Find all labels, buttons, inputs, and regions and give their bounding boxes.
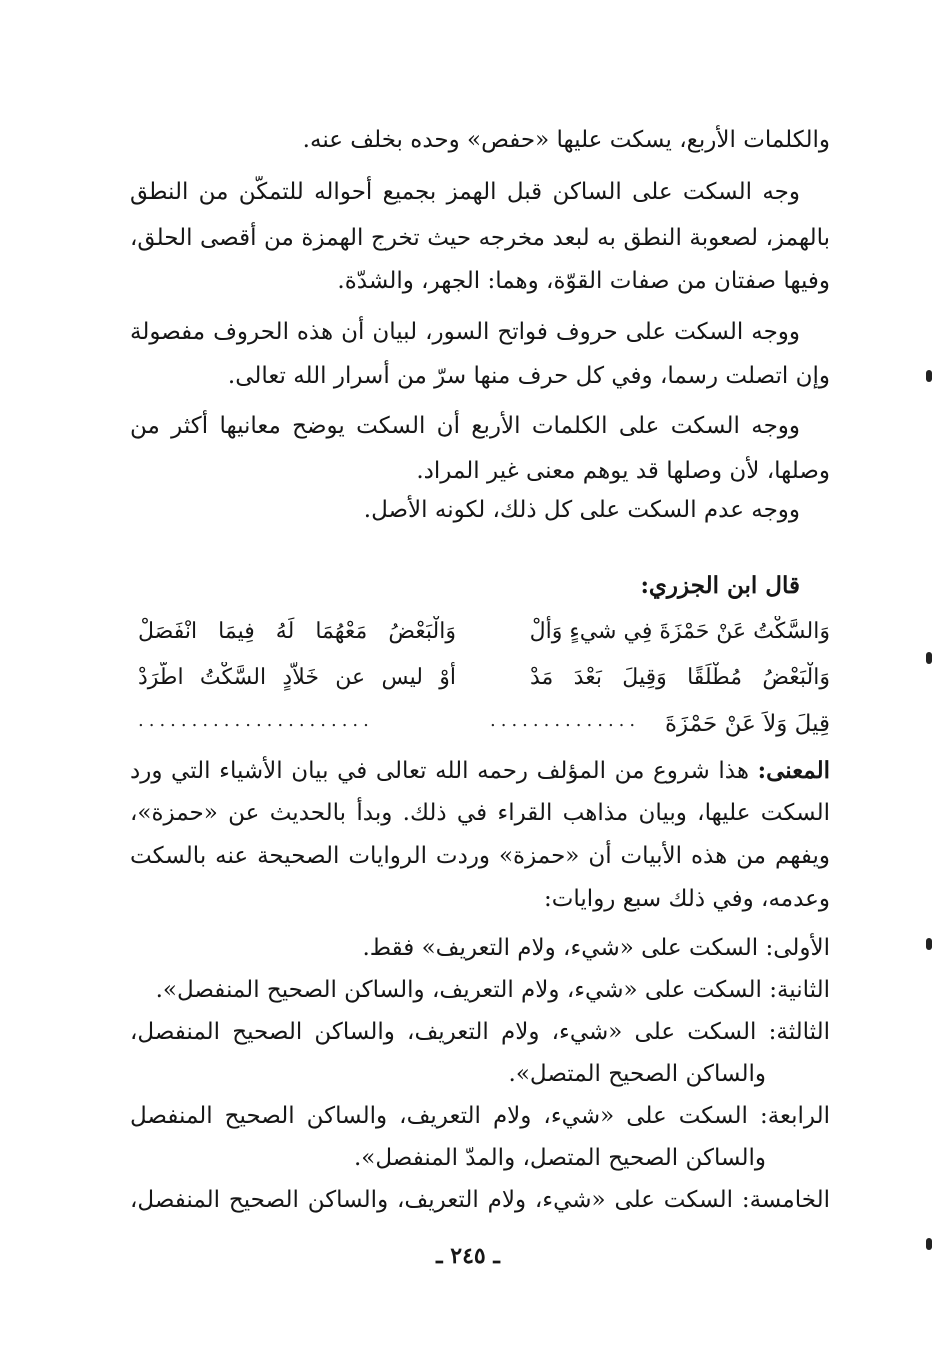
poem-heading: قال ابن الجزري: (640, 572, 800, 599)
narration-item: الأولى: السكت على «شيء، ولام التعريف» فقط. (362, 935, 830, 961)
paragraph-line: ووجه عدم السكت على كل ذلك، لكونه الأصل. (363, 497, 800, 523)
margin-mark (926, 370, 932, 382)
meaning-label: المعنى: (757, 757, 830, 784)
narration-item: الثانية: السكت على «شيء، ولام التعريف، والساكن الصحيح المنفصل». (155, 977, 830, 1003)
margin-mark (926, 938, 932, 950)
paragraph-line: والكلمات الأربع، يسكت عليها «حفص» وحده بخلف عنه. (302, 127, 830, 153)
paragraph-line: ووجه السكت على الكلمات الأربع أن السكت يوضح معانيها أكثر من (130, 413, 800, 439)
meaning-text: هذا شروع من المؤلف رحمه الله تعالى في بيان الأشياء التي ورد (130, 758, 749, 784)
paragraph-line: وفيها صفتان من صفات القوّة، وهما: الجهر، والشدّة. (337, 268, 830, 294)
narration-item: الرابعة: السكت على «شيء، ولام التعريف، والساكن الصحيح المنفصل (130, 1103, 830, 1129)
narration-item: والساكن الصحيح المتصل، والمدّ المنفصل». (353, 1145, 766, 1171)
verse-hemistich: قِيلَ وَلاَ عَنْ حَمْزَةَ (665, 711, 830, 737)
paragraph-line: ووجه السكت على حروف فواتح السور، لبيان أن هذه الحروف مفصولة (130, 319, 800, 345)
verse-hemistich: وَالسَّكْتُ عَنْ حَمْزَةَ فِي شيءٍ وَأَلْ (530, 619, 830, 644)
paragraph-line: ويفهم من هذه الأبيات أن «حمزة» وردت الروايات الصحيحة عنه بالسكت (130, 843, 830, 869)
meaning-line (130, 755, 830, 787)
ellipsis-dots: ...................... (138, 710, 374, 731)
margin-mark (926, 652, 932, 664)
verse-hemistich: وَالْبَعْضُ مَعْهُمَا لَهُ فِيمَا انْفَصَلْ (138, 619, 456, 644)
verse-hemistich: وَالْبَعْضُ مُطْلَقًا وَقِيلَ بَعْدَ مَدْ (530, 665, 830, 690)
ellipsis-dots: .............. (490, 710, 641, 731)
margin-mark (926, 1238, 932, 1250)
verse-hemistich: أوْ ليس عن خَلاَّدٍ السَّكْتُ اطَّرَدْ (138, 665, 456, 690)
narration-item: الخامسة: السكت على «شيء، ولام التعريف، والساكن الصحيح المنفصل، (130, 1187, 830, 1213)
paragraph-line: وعدمه، وفي ذلك سبع روايات: (544, 886, 830, 912)
narration-item: الثالثة: السكت على «شيء، ولام التعريف، والساكن الصحيح المنفصل، (130, 1019, 830, 1045)
paragraph-line: السكت عليها، وبيان مذاهب القراء في ذلك. وبدأ بالحديث عن «حمزة»، (130, 800, 830, 826)
page-number: ـ ٢٤٥ ـ (436, 1243, 500, 1269)
paragraph-line: وصلها، لأن وصلها قد يوهم معنى غير المراد. (416, 458, 830, 484)
paragraph-line: وجه السكت على الساكن قبل الهمز بجميع أحواله للتمكّن من النطق (130, 179, 800, 205)
paragraph-line: وإن اتصلت رسما، وفي كل حرف منها سرّ من أسرار الله تعالى. (227, 363, 830, 389)
narration-item: والساكن الصحيح المتصل». (508, 1061, 766, 1087)
paragraph-line: بالهمز، لصعوبة النطق به لبعد مخرجه حيث تخرج الهمزة من أقصى الحلق، (130, 225, 830, 251)
